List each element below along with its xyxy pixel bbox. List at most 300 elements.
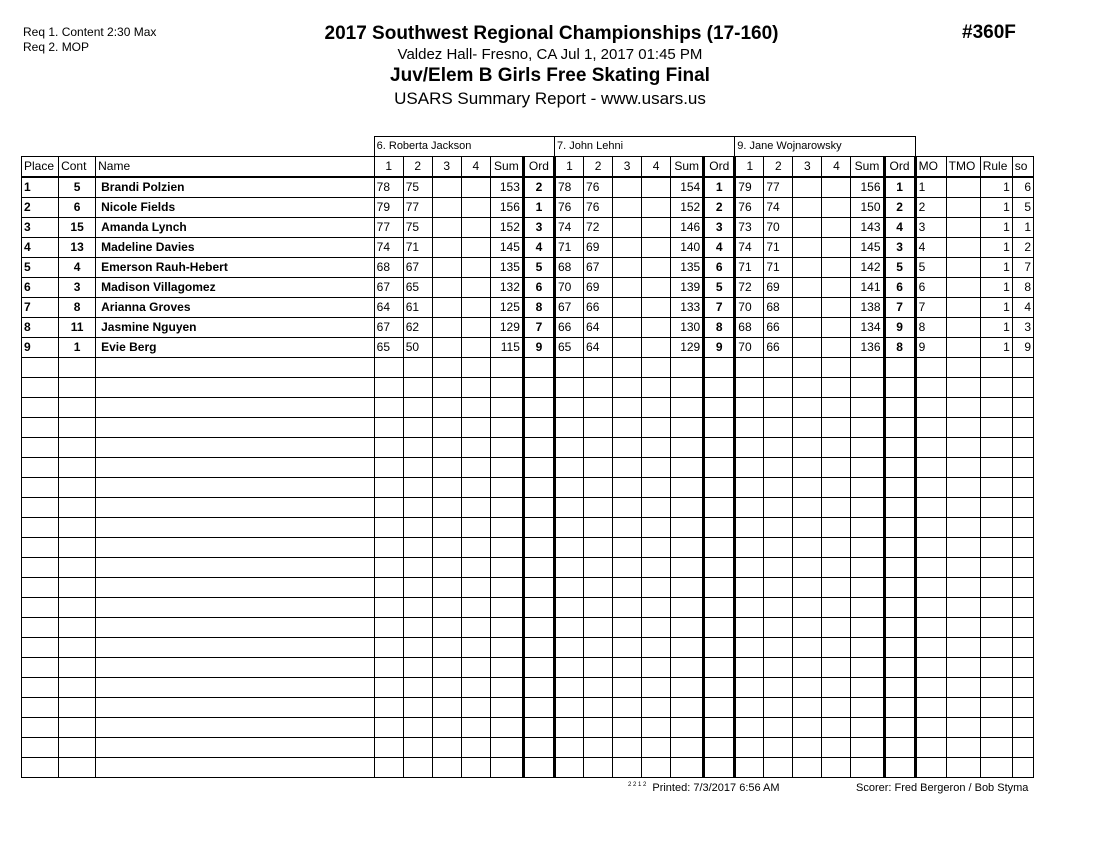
score-2: 74 xyxy=(764,198,793,218)
judge-header-row xyxy=(22,137,1034,157)
score-3 xyxy=(613,177,642,198)
empty-cell xyxy=(946,658,980,678)
empty-cell xyxy=(915,498,946,518)
empty-cell xyxy=(403,398,432,418)
empty-cell xyxy=(793,758,822,778)
table-row xyxy=(22,198,1034,218)
report-header xyxy=(0,22,1100,110)
ordinal: 1 xyxy=(884,177,915,198)
empty-cell xyxy=(22,418,59,438)
empty-cell xyxy=(946,698,980,718)
empty-cell xyxy=(735,678,764,698)
empty-cell xyxy=(554,718,583,738)
empty-cell xyxy=(96,558,375,578)
empty-cell xyxy=(22,598,59,618)
empty-cell xyxy=(671,518,704,538)
empty-cell xyxy=(461,498,490,518)
event-number: #360F xyxy=(962,22,1016,43)
empty-cell xyxy=(461,418,490,438)
empty-cell xyxy=(403,638,432,658)
empty-cell xyxy=(851,698,884,718)
empty-cell xyxy=(22,438,59,458)
empty-cell xyxy=(22,658,59,678)
score-1: 70 xyxy=(735,298,764,318)
score-2: 61 xyxy=(403,298,432,318)
score-3 xyxy=(432,258,461,278)
score-2: 67 xyxy=(403,258,432,278)
empty-cell xyxy=(374,398,403,418)
empty-cell xyxy=(946,638,980,658)
table-row xyxy=(22,258,1034,278)
empty-cell xyxy=(1012,418,1033,438)
empty-cell xyxy=(884,418,915,438)
empty-cell xyxy=(432,658,461,678)
score-2: 65 xyxy=(403,278,432,298)
empty-cell xyxy=(671,378,704,398)
cont-cell: 8 xyxy=(59,298,96,318)
empty-cell xyxy=(764,398,793,418)
empty-cell xyxy=(764,738,793,758)
empty-cell xyxy=(946,418,980,438)
empty-cell xyxy=(735,418,764,438)
empty-cell xyxy=(851,678,884,698)
score-4 xyxy=(461,278,490,298)
place-cell: 8 xyxy=(22,318,59,338)
empty-cell xyxy=(822,458,851,478)
score-4 xyxy=(642,177,671,198)
empty-cell xyxy=(96,598,375,618)
score-sum: 145 xyxy=(490,238,523,258)
empty-cell xyxy=(884,498,915,518)
empty-cell xyxy=(523,478,554,498)
col-judge-1-4: 4 xyxy=(461,157,490,178)
score-3 xyxy=(613,318,642,338)
score-3 xyxy=(613,278,642,298)
score-3 xyxy=(613,258,642,278)
score-1: 79 xyxy=(735,177,764,198)
empty-cell xyxy=(884,678,915,698)
score-4 xyxy=(822,338,851,358)
empty-cell xyxy=(671,678,704,698)
empty-cell xyxy=(946,398,980,418)
empty-cell xyxy=(793,438,822,458)
empty-cell xyxy=(822,738,851,758)
empty-cell xyxy=(584,378,613,398)
empty-cell xyxy=(554,698,583,718)
empty-cell xyxy=(884,658,915,678)
empty-cell xyxy=(584,738,613,758)
empty-cell xyxy=(884,718,915,738)
score-2: 76 xyxy=(584,198,613,218)
empty-cell xyxy=(613,718,642,738)
empty-cell xyxy=(554,578,583,598)
empty-cell xyxy=(671,398,704,418)
empty-cell xyxy=(59,518,96,538)
empty-row xyxy=(22,518,1034,538)
col-judge-3-2: 2 xyxy=(764,157,793,178)
score-1: 65 xyxy=(554,338,583,358)
empty-cell xyxy=(851,498,884,518)
score-4 xyxy=(642,278,671,298)
empty-cell xyxy=(980,678,1012,698)
empty-cell xyxy=(374,758,403,778)
empty-cell xyxy=(704,698,735,718)
empty-cell xyxy=(554,738,583,758)
empty-cell xyxy=(1012,358,1033,378)
empty-cell xyxy=(432,678,461,698)
ordinal: 9 xyxy=(523,338,554,358)
empty-cell xyxy=(96,418,375,438)
empty-cell xyxy=(374,418,403,438)
empty-cell xyxy=(946,598,980,618)
ordinal: 6 xyxy=(523,278,554,298)
col-judge-2-sum: Sum xyxy=(671,157,704,178)
empty-cell xyxy=(403,718,432,738)
empty-cell xyxy=(403,378,432,398)
empty-cell xyxy=(884,578,915,598)
empty-cell xyxy=(884,758,915,778)
score-1: 78 xyxy=(554,177,583,198)
col-judge-1-1: 1 xyxy=(374,157,403,178)
score-4 xyxy=(461,338,490,358)
table-row xyxy=(22,177,1034,198)
empty-cell xyxy=(704,718,735,738)
empty-cell xyxy=(613,678,642,698)
empty-cell xyxy=(980,738,1012,758)
empty-cell xyxy=(735,658,764,678)
empty-cell xyxy=(822,658,851,678)
empty-cell xyxy=(822,718,851,738)
table-row xyxy=(22,218,1034,238)
empty-cell xyxy=(584,498,613,518)
empty-cell xyxy=(946,498,980,518)
score-3 xyxy=(613,198,642,218)
empty-cell xyxy=(96,358,375,378)
place-cell: 4 xyxy=(22,238,59,258)
skater-name: Evie Berg xyxy=(96,338,375,358)
empty-cell xyxy=(642,538,671,558)
empty-cell xyxy=(613,418,642,438)
score-1: 68 xyxy=(374,258,403,278)
score-3 xyxy=(613,238,642,258)
empty-cell xyxy=(432,478,461,498)
score-1: 66 xyxy=(554,318,583,338)
empty-cell xyxy=(884,518,915,538)
empty-cell xyxy=(764,458,793,478)
empty-cell xyxy=(735,738,764,758)
col-so: so xyxy=(1012,157,1033,178)
empty-cell xyxy=(432,458,461,478)
empty-cell xyxy=(764,678,793,698)
score-2: 72 xyxy=(584,218,613,238)
empty-cell xyxy=(980,418,1012,438)
empty-cell xyxy=(704,458,735,478)
empty-cell xyxy=(1012,638,1033,658)
empty-cell xyxy=(59,478,96,498)
empty-cell xyxy=(403,738,432,758)
judge-6-name: 6. Roberta Jackson xyxy=(374,137,554,157)
empty-cell xyxy=(704,678,735,698)
empty-cell xyxy=(946,478,980,498)
ordinal: 5 xyxy=(704,278,735,298)
empty-cell xyxy=(764,518,793,538)
col-judge-2-4: 4 xyxy=(642,157,671,178)
empty-cell xyxy=(22,478,59,498)
so-cell: 2 xyxy=(1012,238,1033,258)
empty-cell xyxy=(613,598,642,618)
score-1: 67 xyxy=(374,318,403,338)
score-2: 69 xyxy=(764,278,793,298)
empty-row xyxy=(22,738,1034,758)
ordinal: 5 xyxy=(884,258,915,278)
empty-cell xyxy=(980,578,1012,598)
empty-cell xyxy=(403,478,432,498)
empty-cell xyxy=(432,598,461,618)
report-subtitle: USARS Summary Report - www.usars.us xyxy=(394,89,706,108)
score-sum: 141 xyxy=(851,278,884,298)
score-4 xyxy=(461,218,490,238)
empty-cell xyxy=(613,458,642,478)
place-cell: 5 xyxy=(22,258,59,278)
empty-cell xyxy=(704,558,735,578)
empty-cell xyxy=(851,738,884,758)
empty-cell xyxy=(96,458,375,478)
empty-cell xyxy=(1012,738,1033,758)
ordinal: 3 xyxy=(704,218,735,238)
skater-name: Brandi Polzien xyxy=(96,177,375,198)
skater-name: Jasmine Nguyen xyxy=(96,318,375,338)
score-2: 77 xyxy=(403,198,432,218)
score-sum: 135 xyxy=(671,258,704,278)
empty-cell xyxy=(980,498,1012,518)
empty-cell xyxy=(946,738,980,758)
empty-cell xyxy=(915,478,946,498)
ordinal: 1 xyxy=(523,198,554,218)
col-judge-2-1: 1 xyxy=(554,157,583,178)
ordinal: 8 xyxy=(704,318,735,338)
empty-cell xyxy=(461,598,490,618)
empty-cell xyxy=(59,678,96,698)
empty-cell xyxy=(461,538,490,558)
score-4 xyxy=(461,238,490,258)
empty-cell xyxy=(980,558,1012,578)
empty-cell xyxy=(884,438,915,458)
empty-cell xyxy=(822,618,851,638)
empty-cell xyxy=(642,398,671,418)
empty-cell xyxy=(461,518,490,538)
empty-cell xyxy=(461,698,490,718)
score-2: 71 xyxy=(764,238,793,258)
empty-cell xyxy=(671,578,704,598)
empty-row xyxy=(22,398,1034,418)
empty-cell xyxy=(523,618,554,638)
empty-cell xyxy=(403,438,432,458)
empty-cell xyxy=(374,618,403,638)
ordinal: 6 xyxy=(884,278,915,298)
score-2: 66 xyxy=(764,338,793,358)
empty-cell xyxy=(764,598,793,618)
empty-cell xyxy=(735,498,764,518)
empty-cell xyxy=(96,438,375,458)
empty-cell xyxy=(59,598,96,618)
empty-cell xyxy=(554,478,583,498)
empty-cell xyxy=(851,758,884,778)
empty-cell xyxy=(1012,378,1033,398)
empty-cell xyxy=(735,438,764,458)
rule-cell: 1 xyxy=(980,318,1012,338)
empty-cell xyxy=(671,658,704,678)
empty-cell xyxy=(851,398,884,418)
so-cell: 5 xyxy=(1012,198,1033,218)
empty-cell xyxy=(613,698,642,718)
score-2: 71 xyxy=(403,238,432,258)
empty-cell xyxy=(490,678,523,698)
empty-cell xyxy=(96,758,375,778)
empty-cell xyxy=(764,438,793,458)
empty-cell xyxy=(613,658,642,678)
empty-cell xyxy=(915,418,946,438)
tmo-cell xyxy=(946,238,980,258)
empty-cell xyxy=(490,618,523,638)
empty-cell xyxy=(915,358,946,378)
empty-cell xyxy=(915,598,946,618)
empty-cell xyxy=(671,638,704,658)
empty-cell xyxy=(793,478,822,498)
place-cell: 3 xyxy=(22,218,59,238)
so-cell: 6 xyxy=(1012,177,1033,198)
empty-cell xyxy=(851,578,884,598)
empty-cell xyxy=(704,518,735,538)
empty-cell xyxy=(851,358,884,378)
tmo-cell xyxy=(946,318,980,338)
empty-cell xyxy=(554,358,583,378)
score-sum: 139 xyxy=(671,278,704,298)
empty-cell xyxy=(432,718,461,738)
empty-cell xyxy=(793,378,822,398)
empty-cell xyxy=(915,718,946,738)
empty-cell xyxy=(704,578,735,598)
score-sum: 135 xyxy=(490,258,523,278)
so-cell: 4 xyxy=(1012,298,1033,318)
score-3 xyxy=(613,338,642,358)
score-1: 71 xyxy=(735,258,764,278)
score-1: 65 xyxy=(374,338,403,358)
empty-cell xyxy=(461,618,490,638)
empty-cell xyxy=(59,418,96,438)
empty-cell xyxy=(851,558,884,578)
col-judge-3-3: 3 xyxy=(793,157,822,178)
score-2: 70 xyxy=(764,218,793,238)
empty-cell xyxy=(1012,458,1033,478)
empty-cell xyxy=(851,598,884,618)
col-place: Place xyxy=(22,157,59,178)
empty-cell xyxy=(22,458,59,478)
empty-cell xyxy=(461,558,490,578)
empty-cell xyxy=(490,398,523,418)
empty-row xyxy=(22,618,1034,638)
empty-cell xyxy=(490,638,523,658)
empty-cell xyxy=(793,498,822,518)
empty-cell xyxy=(461,398,490,418)
empty-cell xyxy=(432,738,461,758)
ordinal: 7 xyxy=(523,318,554,338)
requirement-1: Req 1. Content 2:30 Max xyxy=(23,25,157,39)
score-1: 64 xyxy=(374,298,403,318)
empty-cell xyxy=(735,538,764,558)
empty-cell xyxy=(915,398,946,418)
score-4 xyxy=(642,258,671,278)
empty-cell xyxy=(822,498,851,518)
scores-table xyxy=(21,136,1034,778)
empty-cell xyxy=(884,478,915,498)
place-cell: 1 xyxy=(22,177,59,198)
empty-cell xyxy=(523,718,554,738)
scores-body xyxy=(22,177,1034,778)
score-1: 76 xyxy=(735,198,764,218)
empty-cell xyxy=(946,538,980,558)
empty-cell xyxy=(432,618,461,638)
ordinal: 7 xyxy=(884,298,915,318)
empty-cell xyxy=(1012,618,1033,638)
empty-row xyxy=(22,678,1034,698)
empty-cell xyxy=(403,598,432,618)
empty-cell xyxy=(523,398,554,418)
col-judge-3-sum: Sum xyxy=(851,157,884,178)
tmo-cell xyxy=(946,218,980,238)
score-3 xyxy=(432,338,461,358)
empty-cell xyxy=(523,458,554,478)
empty-cell xyxy=(96,578,375,598)
empty-cell xyxy=(822,638,851,658)
empty-cell xyxy=(554,398,583,418)
empty-cell xyxy=(704,498,735,518)
empty-cell xyxy=(403,678,432,698)
so-cell: 1 xyxy=(1012,218,1033,238)
empty-cell xyxy=(704,358,735,378)
empty-cell xyxy=(403,558,432,578)
ordinal: 7 xyxy=(704,298,735,318)
empty-cell xyxy=(613,638,642,658)
score-sum: 133 xyxy=(671,298,704,318)
empty-cell xyxy=(96,518,375,538)
empty-cell xyxy=(22,398,59,418)
empty-cell xyxy=(671,718,704,738)
empty-cell xyxy=(822,698,851,718)
empty-cell xyxy=(613,578,642,598)
col-judge-2-ord: Ord xyxy=(704,157,735,178)
empty-cell xyxy=(59,758,96,778)
empty-cell xyxy=(822,558,851,578)
rule-cell: 1 xyxy=(980,298,1012,318)
empty-cell xyxy=(59,718,96,738)
empty-cell xyxy=(822,478,851,498)
empty-cell xyxy=(613,738,642,758)
empty-cell xyxy=(461,678,490,698)
ordinal: 9 xyxy=(704,338,735,358)
empty-cell xyxy=(822,598,851,618)
empty-cell xyxy=(642,438,671,458)
empty-cell xyxy=(793,578,822,598)
requirement-2: Req 2. MOP xyxy=(23,40,90,54)
empty-cell xyxy=(946,578,980,598)
so-cell: 3 xyxy=(1012,318,1033,338)
skater-name: Nicole Fields xyxy=(96,198,375,218)
empty-cell xyxy=(432,638,461,658)
empty-cell xyxy=(946,558,980,578)
empty-cell xyxy=(554,438,583,458)
judge-7-name: 7. John Lehni xyxy=(554,137,734,157)
empty-cell xyxy=(432,558,461,578)
